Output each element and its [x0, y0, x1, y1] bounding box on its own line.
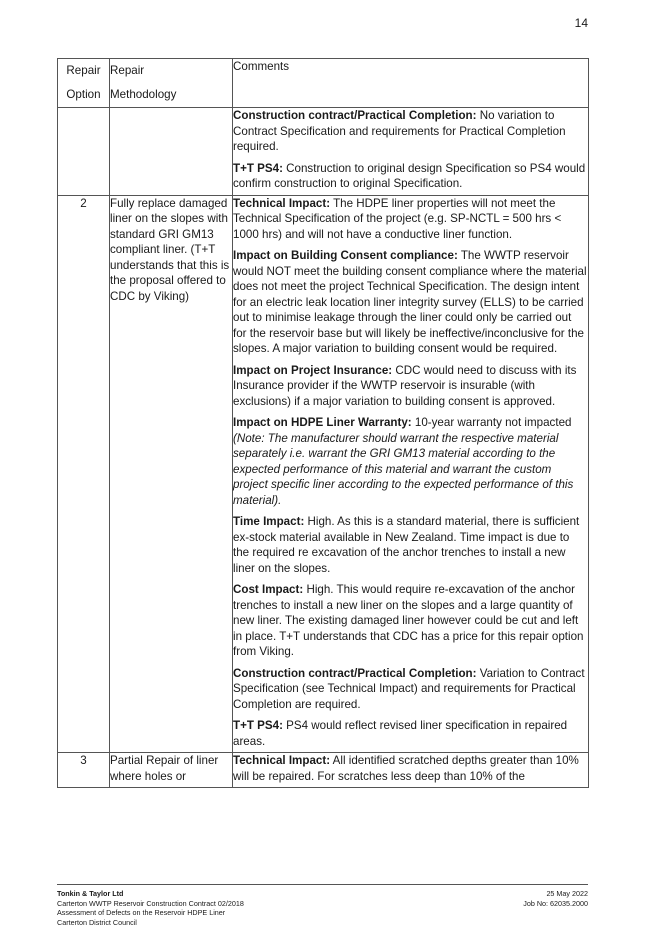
comment-label: Cost Impact: — [233, 583, 304, 596]
comment-text: Construction to original design Specification so PS4 would confirm construction to original Specification. — [233, 161, 586, 190]
footer-company: Tonkin & Taylor Ltd — [57, 889, 124, 898]
table-row-option-3 — [58, 753, 589, 788]
comment-text: Variation to Contract Specification (see Technical Impact) and requirements for Practical Completion are required. — [233, 666, 585, 711]
methodology-clip: Partial Repair of liner where holes or — [110, 754, 219, 783]
comment-label: Construction contract/Practical Completion: — [233, 666, 477, 680]
comment-text: High. This would require re-excavation of the anchor trenches to install a new liner on the slopes and a large quantity of new liner. The existing damaged liner however could be cut and left in place. T+T understands that CDC has a price for this repair option from Viking. — [233, 583, 584, 658]
comment-clip — [233, 753, 588, 783]
comment-ps4 — [233, 718, 588, 749]
header-comments: Comments — [233, 59, 589, 108]
header-option-line1: Repair — [66, 64, 101, 77]
footer-subject: Assessment of Defects on the Reservoir HDPE Liner — [57, 908, 226, 918]
option-number: 3 — [58, 753, 110, 788]
footer-project: Carterton WWTP Reservoir Construction Contract 02/2018 — [57, 898, 244, 908]
footer-divider — [57, 884, 588, 885]
comment-text: All identified scratched depths greater than 10% will be repaired. For scratches less deep than 10% of the — [233, 754, 579, 783]
comment-text: High. As this is a standard material, there is sufficient ex-stock material available in New Zealand. Time impact is due to the required re excavation of the anchor trenches to install a new liner on the slopes. — [233, 515, 580, 575]
footer-left — [57, 889, 244, 927]
comment-label: T+T PS4: — [233, 161, 283, 175]
comment-label: Technical Impact: — [233, 754, 331, 767]
comment-text: The WWTP reservoir would NOT meet the building consent compliance where the material does not meet the project Technical Specification. The design intent for an electric leak location liner integrity survey (ELLS) to be carried out to minimise leakage through the liner could only be carried out for the reservoir base but will likely be ineffective/inconclusive for the slopes. A major variation to building consent would be required. — [233, 249, 587, 355]
comment-paragraph — [233, 161, 588, 192]
methodology-text: Fully replace damaged liner on the slopes with standard GRI GM13 compliant liner. (T+T understands that this is the proposal offered to CDC by Viking) — [110, 195, 233, 753]
comment-label: Impact on Building Consent compliance: — [233, 249, 458, 262]
comment-label: Technical Impact: — [233, 196, 331, 210]
footer-right — [523, 889, 588, 908]
comment-label: Construction contract/Practical Completion: — [233, 109, 477, 122]
option-number: 2 — [58, 195, 110, 753]
footer-job-number: Job No: 62035.2000 — [523, 898, 588, 908]
comment-warranty — [233, 415, 588, 508]
comment-consent — [233, 248, 588, 357]
comment-technical — [233, 196, 588, 243]
comment-text: PS4 would reflect revised liner specification in repaired areas. — [233, 719, 568, 748]
continued-comments-cell — [233, 108, 589, 196]
comment-label: Time Impact: — [233, 515, 305, 528]
header-methodology-line1: Repair — [110, 64, 145, 77]
comment-text: CDC would need to discuss with its Insurance provider if the WWTP reservoir is insurable (with exclusions) if a major variation to building consent is approved. — [233, 363, 577, 408]
comment-contract — [233, 666, 588, 713]
comment-note: (Note: The manufacturer should warrant the respective material separately i.e. warrant the GRI GM13 material according to the expected performance of this material and warrant the custom project specific liner according to the expected performance of this material). — [233, 431, 574, 507]
comment-time — [233, 514, 588, 576]
header-repair-methodology — [110, 59, 233, 108]
comment-cost — [233, 582, 588, 660]
table-row-continued — [58, 108, 589, 196]
comment-label: Impact on HDPE Liner Warranty: — [233, 416, 412, 429]
methodology-text — [110, 753, 233, 788]
continued-option-cell — [58, 108, 110, 196]
continued-methodology-cell — [110, 108, 233, 196]
page-number: 14 — [574, 16, 588, 30]
comment-paragraph — [233, 108, 588, 155]
header-methodology-line2: Methodology — [110, 88, 177, 101]
comment-label: T+T PS4: — [233, 719, 283, 732]
comment-text: No variation to Contract Specification and requirements for Practical Completion required. — [233, 109, 566, 153]
repair-options-table — [57, 58, 589, 788]
table-header-row — [58, 59, 589, 108]
header-option-line2: Option — [66, 88, 101, 101]
table-row-option-2 — [58, 195, 589, 753]
comment-label: Impact on Project Insurance: — [233, 363, 393, 377]
comment-insurance — [233, 363, 588, 410]
comments-cell — [233, 753, 589, 788]
footer-client: Carterton District Council — [57, 917, 137, 927]
header-repair-option — [58, 59, 110, 108]
comment-text: The HDPE liner properties will not meet the Technical Specification of the project (e.g. SP-NCTL = 500 hrs < 1000 hrs) and will not have a conductive liner function. — [233, 196, 562, 241]
comments-cell — [233, 195, 589, 753]
footer-date: 25 May 2022 — [546, 889, 588, 898]
comment-text: 10-year warranty not impacted — [411, 416, 572, 429]
